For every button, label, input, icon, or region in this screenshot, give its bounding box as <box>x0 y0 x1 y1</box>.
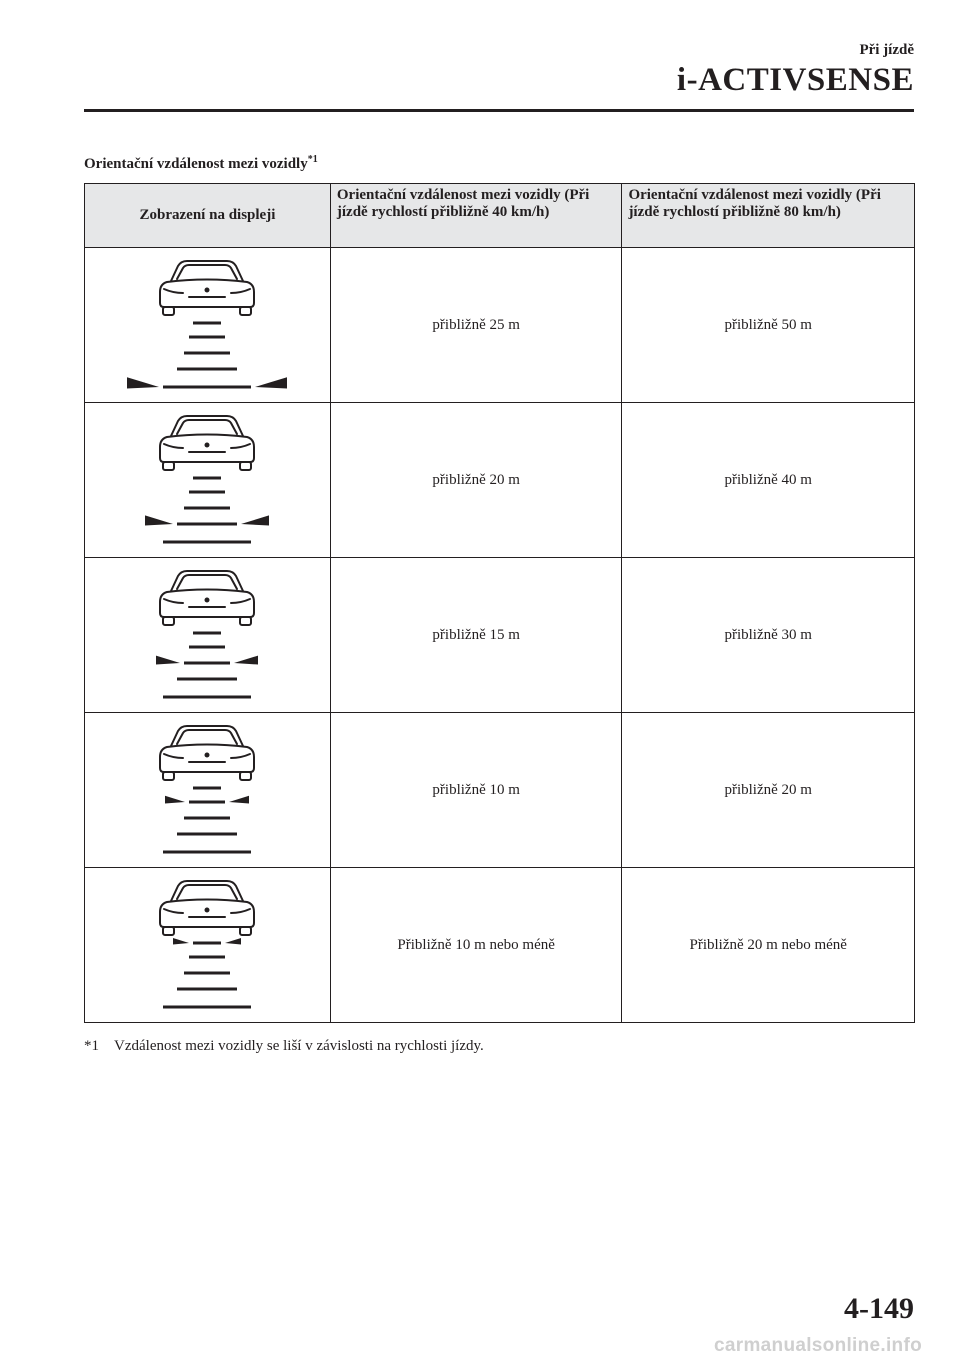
distance-40-cell: přibližně 15 m <box>330 558 622 713</box>
distance-bar <box>163 851 251 854</box>
header-divider <box>84 109 914 112</box>
distance-bar <box>163 541 251 544</box>
distance-bar <box>163 696 251 699</box>
left-arrow-icon <box>165 796 185 804</box>
distance-bar <box>189 336 225 339</box>
left-arrow-icon <box>145 515 173 525</box>
following-distance-icon <box>107 714 307 866</box>
right-arrow-icon <box>234 656 258 665</box>
header-distance-80: Orientační vzdálenost mezi vozidly (Při jízdě rychlostí přibližně 80 km/h) <box>622 184 915 248</box>
following-distance-icon <box>107 249 307 401</box>
distance-bar <box>177 678 237 681</box>
distance-level-1-icon <box>85 713 331 868</box>
table-header-row <box>85 184 915 248</box>
distance-40-cell: Přibližně 10 m nebo méně <box>330 868 622 1023</box>
watermark: carmanualsonline.info <box>714 1335 922 1356</box>
distance-level-4-icon <box>85 248 331 403</box>
distance-bar <box>193 322 221 325</box>
right-arrow-icon <box>241 515 269 525</box>
distance-40-cell: přibližně 25 m <box>330 248 622 403</box>
distance-bar <box>184 507 230 510</box>
car-emblem-icon <box>205 753 210 758</box>
distance-80-cell: přibližně 50 m <box>622 248 915 403</box>
table-row <box>85 248 915 403</box>
distance-bar <box>177 833 237 836</box>
left-arrow-icon <box>127 377 159 388</box>
distance-bar <box>177 988 237 991</box>
distance-bar <box>163 386 251 389</box>
distance-bar <box>189 646 225 649</box>
header-section-label: Při jízdě <box>859 42 914 58</box>
distance-bar <box>193 787 221 790</box>
distance-bar <box>177 368 237 371</box>
distance-level-3-icon <box>85 403 331 558</box>
distance-level-0-icon <box>85 868 331 1023</box>
distance-40-cell: přibližně 10 m <box>330 713 622 868</box>
footnote <box>84 1038 484 1055</box>
distance-level-2-icon <box>85 558 331 713</box>
header-title: i-ACTIVSENSE <box>676 62 914 98</box>
distance-bar <box>177 523 237 526</box>
distance-bar <box>193 942 221 945</box>
page-number: 4-149 <box>844 1292 914 1325</box>
section-title <box>84 154 318 173</box>
distance-bar <box>189 801 225 804</box>
left-arrow-icon <box>156 656 180 665</box>
header-distance-40: Orientační vzdálenost mezi vozidly (Při jízdě rychlostí přibližně 40 km/h) <box>330 184 622 248</box>
distance-bar <box>193 477 221 480</box>
car-emblem-icon <box>205 288 210 293</box>
table-row <box>85 558 915 713</box>
car-emblem-icon <box>205 443 210 448</box>
distance-table <box>84 183 915 1023</box>
footnote-text: Vzdálenost mezi vozidly se liší v závislosti na rychlosti jízdy. <box>114 1038 484 1054</box>
car-emblem-icon <box>205 908 210 913</box>
distance-80-cell: přibližně 30 m <box>622 558 915 713</box>
header-display: Zobrazení na displeji <box>85 184 331 248</box>
following-distance-icon <box>107 404 307 556</box>
right-arrow-icon <box>255 377 287 388</box>
footnote-marker: *1 <box>84 1038 99 1054</box>
left-arrow-icon <box>173 938 189 945</box>
distance-80-cell: přibližně 40 m <box>622 403 915 558</box>
distance-40-cell: přibližně 20 m <box>330 403 622 558</box>
table-row <box>85 713 915 868</box>
distance-bar <box>163 1006 251 1009</box>
distance-bar <box>193 632 221 635</box>
table-row <box>85 403 915 558</box>
distance-80-cell: přibližně 20 m <box>622 713 915 868</box>
right-arrow-icon <box>225 938 241 945</box>
distance-bar <box>184 817 230 820</box>
distance-bar <box>189 491 225 494</box>
section-title-footnote-ref: *1 <box>307 154 318 165</box>
following-distance-icon <box>107 559 307 711</box>
distance-bar <box>189 956 225 959</box>
car-emblem-icon <box>205 598 210 603</box>
right-arrow-icon <box>229 796 249 804</box>
distance-80-cell: Přibližně 20 m nebo méně <box>622 868 915 1023</box>
table-row <box>85 868 915 1023</box>
distance-bar <box>184 662 230 665</box>
following-distance-icon <box>107 869 307 1021</box>
distance-bar <box>184 972 230 975</box>
section-title-text: Orientační vzdálenost mezi vozidly <box>84 156 308 172</box>
distance-bar <box>184 352 230 355</box>
